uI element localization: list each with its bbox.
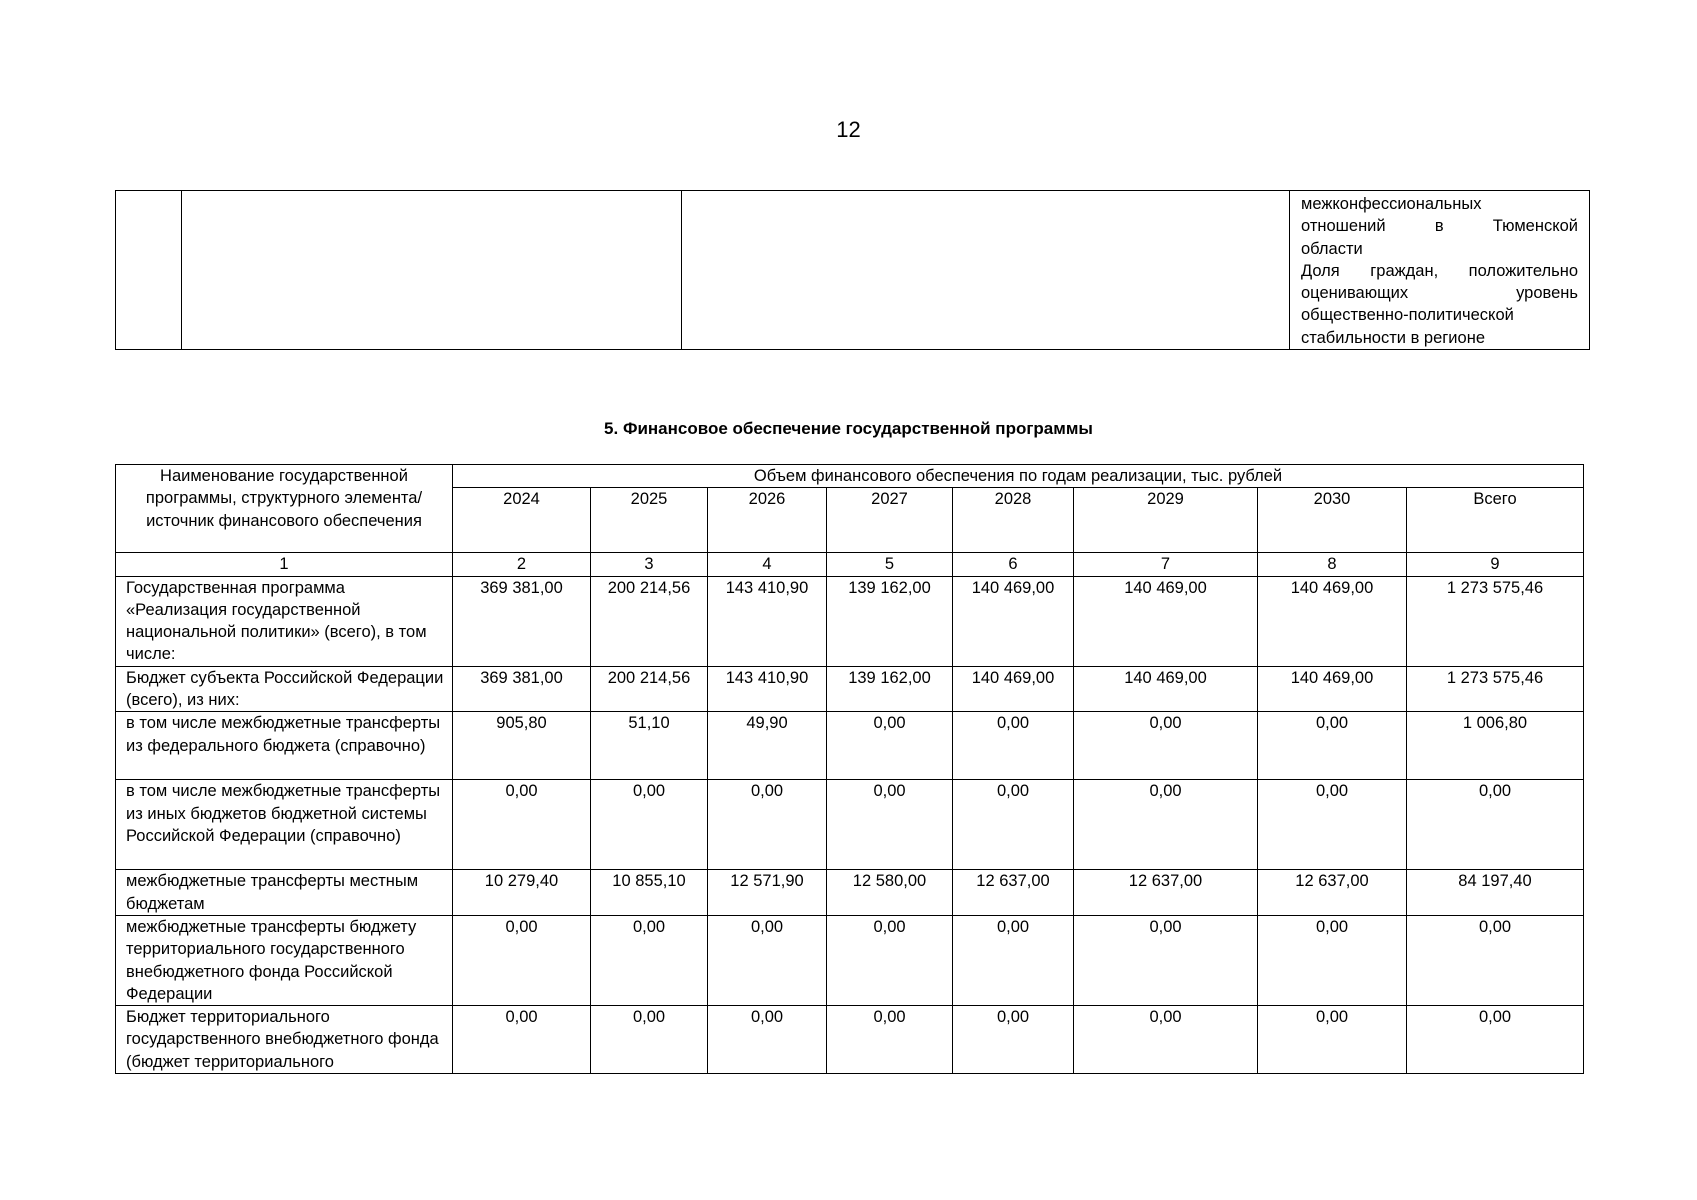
value-cell: 0,00 <box>708 915 827 1005</box>
volume-column-header: Объем финансового обеспечения по годам реализации, тыс. рублей <box>453 465 1584 488</box>
column-index: 5 <box>827 553 953 576</box>
table-row <box>116 870 1584 916</box>
row-name: Бюджет территориального государственного внебюджетного фонда (бюджет территориального <box>116 1006 453 1074</box>
total-cell: 84 197,40 <box>1407 870 1584 916</box>
continued-table <box>115 190 1590 350</box>
value-cell: 0,00 <box>827 915 953 1005</box>
value-cell: 12 637,00 <box>1258 870 1407 916</box>
continued-cell-indicators <box>1290 191 1590 350</box>
value-cell: 0,00 <box>591 1006 708 1074</box>
value-cell: 49,90 <box>708 712 827 780</box>
indicator-line: общественно-политической <box>1301 306 1514 325</box>
column-index: 4 <box>708 553 827 576</box>
row-name: межбюджетные трансферты местным бюджетам <box>116 870 453 916</box>
value-cell: 0,00 <box>1074 712 1258 780</box>
table-row <box>116 666 1584 712</box>
value-cell: 0,00 <box>453 915 591 1005</box>
indicators-text <box>1290 191 1589 349</box>
total-cell: 0,00 <box>1407 1006 1584 1074</box>
column-index: 3 <box>591 553 708 576</box>
table-row <box>116 1006 1584 1074</box>
financing-table <box>115 464 1584 1074</box>
indicator-line: оценивающих уровень <box>1301 284 1578 303</box>
row-name: в том числе межбюджетные трансферты из федерального бюджета (справочно) <box>116 712 453 780</box>
column-index: 6 <box>953 553 1074 576</box>
year-header: 2026 <box>708 488 827 553</box>
value-cell: 12 637,00 <box>1074 870 1258 916</box>
row-name: межбюджетные трансферты бюджету территориального государственного внебюджетного фонда Российской Федерации <box>116 915 453 1005</box>
page-number: 12 <box>836 117 861 142</box>
value-cell: 0,00 <box>591 780 708 870</box>
year-header: 2024 <box>453 488 591 553</box>
row-name: в том числе межбюджетные трансферты из иных бюджетов бюджетной системы Российской Федерации (справочно) <box>116 780 453 870</box>
value-cell: 140 469,00 <box>1258 576 1407 666</box>
total-cell: 1 273 575,46 <box>1407 576 1584 666</box>
value-cell: 143 410,90 <box>708 576 827 666</box>
column-index: 7 <box>1074 553 1258 576</box>
total-cell: 0,00 <box>1407 780 1584 870</box>
continued-table-row <box>116 191 1590 350</box>
indicator-line: межконфессиональных <box>1301 195 1482 213</box>
section-title: 5. Финансовое обеспечение государственной программы <box>604 419 1093 438</box>
value-cell: 0,00 <box>591 915 708 1005</box>
column-index: 9 <box>1407 553 1584 576</box>
indicator-line: отношений в Тюменской <box>1301 217 1578 236</box>
value-cell: 0,00 <box>1074 780 1258 870</box>
table-header-row <box>116 465 1584 488</box>
value-cell: 0,00 <box>1258 915 1407 1005</box>
value-cell: 140 469,00 <box>1074 666 1258 712</box>
continued-cell-name <box>182 191 682 350</box>
value-cell: 140 469,00 <box>953 576 1074 666</box>
table-row <box>116 576 1584 666</box>
value-cell: 139 162,00 <box>827 576 953 666</box>
value-cell: 0,00 <box>1258 712 1407 780</box>
table-row <box>116 915 1584 1005</box>
value-cell: 139 162,00 <box>827 666 953 712</box>
value-cell: 0,00 <box>1258 780 1407 870</box>
continued-cell-number <box>116 191 182 350</box>
value-cell: 0,00 <box>708 780 827 870</box>
value-cell: 369 381,00 <box>453 576 591 666</box>
value-cell: 12 637,00 <box>953 870 1074 916</box>
value-cell: 0,00 <box>1258 1006 1407 1074</box>
column-index: 2 <box>453 553 591 576</box>
value-cell: 200 214,56 <box>591 576 708 666</box>
value-cell: 200 214,56 <box>591 666 708 712</box>
column-index-row <box>116 553 1584 576</box>
value-cell: 369 381,00 <box>453 666 591 712</box>
value-cell: 143 410,90 <box>708 666 827 712</box>
column-index: 8 <box>1258 553 1407 576</box>
indicator-line: области <box>1301 239 1363 258</box>
value-cell: 12 580,00 <box>827 870 953 916</box>
value-cell: 140 469,00 <box>953 666 1074 712</box>
year-header: 2029 <box>1074 488 1258 553</box>
value-cell: 10 279,40 <box>453 870 591 916</box>
total-header: Всего <box>1407 488 1584 553</box>
year-header: 2025 <box>591 488 708 553</box>
value-cell: 12 571,90 <box>708 870 827 916</box>
column-index: 1 <box>116 553 453 576</box>
value-cell: 140 469,00 <box>1258 666 1407 712</box>
indicator-line: Доля граждан, положительно <box>1301 261 1578 280</box>
continued-cell-description <box>682 191 1290 350</box>
value-cell: 0,00 <box>453 1006 591 1074</box>
table-row <box>116 712 1584 780</box>
value-cell: 0,00 <box>708 1006 827 1074</box>
year-header: 2030 <box>1258 488 1407 553</box>
value-cell: 0,00 <box>827 712 953 780</box>
row-name: Бюджет субъекта Российской Федерации (всего), из них: <box>116 666 453 712</box>
value-cell: 0,00 <box>953 1006 1074 1074</box>
value-cell: 0,00 <box>953 712 1074 780</box>
value-cell: 0,00 <box>827 1006 953 1074</box>
name-column-header: Наименование государственной программы, структурного элемента/источник финансового обеспечения <box>116 465 453 553</box>
indicator-line: стабильности в регионе <box>1301 328 1485 347</box>
total-cell: 0,00 <box>1407 915 1584 1005</box>
value-cell: 51,10 <box>591 712 708 780</box>
total-cell: 1 006,80 <box>1407 712 1584 780</box>
value-cell: 0,00 <box>1074 1006 1258 1074</box>
value-cell: 0,00 <box>953 780 1074 870</box>
value-cell: 10 855,10 <box>591 870 708 916</box>
table-row <box>116 780 1584 870</box>
value-cell: 0,00 <box>1074 915 1258 1005</box>
row-name: Государственная программа «Реализация государственной национальной политики» (всего), в том числе: <box>116 576 453 666</box>
value-cell: 0,00 <box>453 780 591 870</box>
total-cell: 1 273 575,46 <box>1407 666 1584 712</box>
value-cell: 0,00 <box>953 915 1074 1005</box>
value-cell: 140 469,00 <box>1074 576 1258 666</box>
value-cell: 0,00 <box>827 780 953 870</box>
value-cell: 905,80 <box>453 712 591 780</box>
year-header: 2028 <box>953 488 1074 553</box>
year-header: 2027 <box>827 488 953 553</box>
